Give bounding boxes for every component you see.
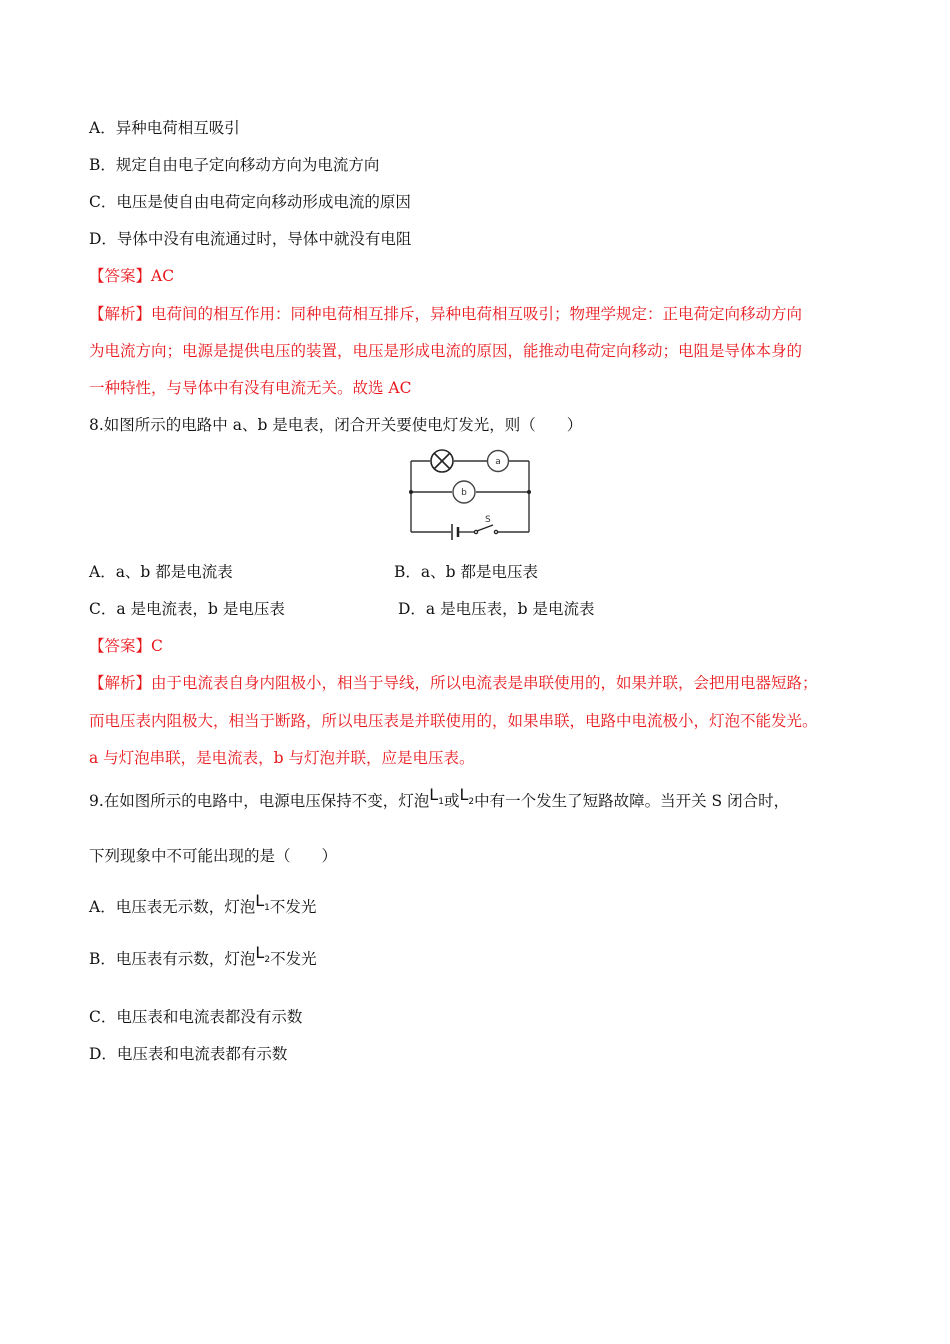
q9-l1-sub: 1 bbox=[438, 797, 444, 808]
q9-stem-line-2: 下列现象中不可能出现的是（ ） bbox=[89, 847, 338, 865]
q8-option-a: A．a、b 都是电流表 bbox=[89, 563, 233, 581]
q9-option-d: D．电压表和电流表都有示数 bbox=[89, 1045, 288, 1063]
q9-symbol-l2 bbox=[459, 785, 475, 808]
q8-analysis-line-2: 而电压表内阻极大，相当于断路，所以电压表是并联使用的，如果串联，电路中电流极小，灯泡不能发光。 bbox=[89, 712, 818, 730]
q9-option-b-l-letter: L bbox=[255, 943, 265, 962]
q9-option-a-l-letter: L bbox=[255, 891, 265, 910]
q9-option-b bbox=[89, 943, 317, 977]
q8-option-c: C．a 是电流表，b 是电压表 bbox=[89, 600, 285, 618]
q9-option-a-post: 不发光 bbox=[269, 898, 317, 916]
q9-option-b-pre: B．电压表有示数，灯泡 bbox=[89, 950, 256, 968]
q8-stem: 8.如图所示的电路中 a、b 是电表，闭合开关要使电灯发光，则（ ） bbox=[89, 416, 583, 434]
q8-answer: 【答案】C bbox=[89, 637, 163, 655]
q9-option-b-symbol bbox=[255, 943, 271, 966]
meter-b-label: b bbox=[461, 488, 467, 498]
q9-option-b-post: 不发光 bbox=[270, 950, 317, 968]
q9-option-b-l-sub: 2 bbox=[264, 955, 271, 966]
q9-stem-line-1 bbox=[89, 785, 790, 819]
meter-b bbox=[453, 481, 475, 503]
q9-l2-letter: L bbox=[459, 785, 469, 804]
q7-analysis-line-3: 一种特性，与导体中有没有电流无关。故选 AC bbox=[89, 379, 412, 397]
q9-stem-part-1: 9.在如图所示的电路中，电源电压保持不变，灯泡 bbox=[89, 792, 430, 810]
q9-option-a-l-sub: 1 bbox=[264, 903, 270, 914]
q8-option-b: B．a、b 都是电压表 bbox=[394, 563, 538, 581]
q7-option-a: A．异种电荷相互吸引 bbox=[89, 119, 240, 137]
q9-option-a-pre: A．电压表无示数，灯泡 bbox=[89, 898, 256, 916]
junction-right bbox=[527, 490, 531, 494]
battery-symbol bbox=[452, 524, 458, 540]
switch-symbol bbox=[474, 525, 497, 534]
switch-label: S bbox=[485, 515, 491, 525]
q9-l2-sub: 2 bbox=[468, 797, 475, 808]
q7-option-b: B．规定自由电子定向移动方向为电流方向 bbox=[89, 156, 380, 174]
q7-option-d: D．导体中没有电流通过时，导体中就没有电阻 bbox=[89, 230, 412, 248]
q9-stem-part-2: 中有一个发生了短路故障。当开关 S 闭合时， bbox=[474, 792, 790, 810]
q8-analysis-line-1: 【解析】由于电流表自身内阻极小，相当于导线，所以电流表是串联使用的，如果并联，会把用电器短路； bbox=[89, 674, 818, 692]
q8-analysis-line-3: a 与灯泡串联，是电流表，b 与灯泡并联，应是电压表。 bbox=[89, 749, 475, 767]
meter-a bbox=[488, 451, 509, 472]
lamp-symbol bbox=[431, 450, 453, 472]
q9-or: 或 bbox=[443, 792, 460, 810]
q9-option-a-symbol bbox=[255, 891, 270, 914]
q7-analysis-line-2: 为电流方向；电源是提供电压的装置，电压是形成电流的原因，能推动电荷定向移动；电阻是导体本身的 bbox=[89, 342, 803, 360]
q9-option-c: C．电压表和电流表都没有示数 bbox=[89, 1008, 303, 1026]
q7-option-c: C．电压是使自由电荷定向移动形成电流的原因 bbox=[89, 193, 411, 211]
junction-left bbox=[409, 490, 413, 494]
meter-a-label: a bbox=[495, 457, 501, 467]
q7-analysis-line-1: 【解析】电荷间的相互作用：同种电荷相互排斥，异种电荷相互吸引；物理学规定：正电荷定向移动方向 bbox=[89, 305, 803, 323]
q9-option-a bbox=[89, 891, 317, 925]
q9-l1-letter: L bbox=[429, 785, 439, 804]
q8-option-d: D．a 是电压表，b 是电流表 bbox=[398, 600, 595, 618]
q9-symbol-l1 bbox=[429, 785, 444, 808]
q7-answer: 【答案】AC bbox=[89, 267, 175, 285]
q8-circuit-diagram bbox=[405, 448, 535, 544]
